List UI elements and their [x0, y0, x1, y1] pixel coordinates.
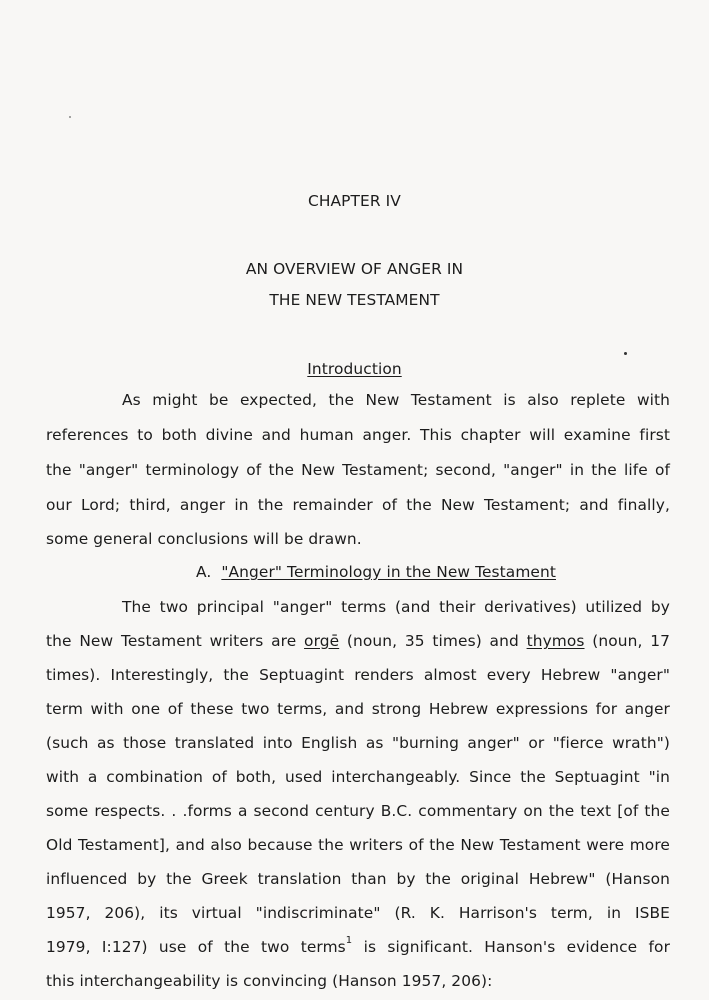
chapter-title-line-1: AN OVERVIEW OF ANGER IN [245, 260, 464, 278]
section-a-heading [46, 562, 670, 582]
intro-line: some general conclusions will be drawn. [46, 530, 362, 548]
scan-speck [69, 116, 71, 118]
section-a-line: influenced by the Greek translation than by the original Hebrew" (Hanson [46, 870, 670, 888]
section-a-label: A. [196, 563, 212, 581]
section-a-line: 1957, 206), its virtual "indiscriminate" (R. K. Harrison's term, in ISBE [46, 904, 670, 922]
text-run: 1979, I:127) use of the two terms [46, 938, 346, 956]
section-a-line: times). Interestingly, the Septuagint renders almost every Hebrew "anger" [46, 666, 670, 684]
section-a-line: The two principal "anger" terms (and their derivatives) utilized by [122, 598, 670, 616]
text-run: (noun, 17 [584, 632, 670, 650]
text-run: the New Testament writers are [46, 632, 305, 650]
introduction-heading-text: Introduction [307, 360, 402, 378]
section-a-line: with a combination of both, used interchangeably. Since the Septuagint "in [46, 768, 670, 786]
section-a-line [46, 631, 670, 651]
intro-line: references to both divine and human anger. This chapter will examine first [46, 426, 670, 444]
section-a-line: this interchangeability is convincing (Hanson 1957, 206): [46, 972, 493, 990]
intro-line: the "anger" terminology of the New Testament; second, "anger" in the life of [46, 461, 670, 479]
chapter-title-line-2: THE NEW TESTAMENT [269, 291, 440, 309]
section-a-line [46, 937, 670, 957]
text-run: is significant. Hanson's evidence for [352, 938, 671, 956]
section-a-line: term with one of these two terms, and strong Hebrew expressions for anger [46, 700, 670, 718]
introduction-heading [0, 359, 709, 379]
section-a-line: some respects. . .forms a second century B.C. commentary on the text [of the [46, 802, 670, 820]
scan-speck [624, 352, 627, 355]
intro-line: our Lord; third, anger in the remainder of the New Testament; and finally, [46, 496, 670, 514]
text-run: (noun, 35 times) and [339, 632, 527, 650]
term-orge: orgē [304, 632, 340, 650]
footnote-marker[interactable]: 1 [345, 935, 353, 946]
section-a-line: Old Testament], and also because the writers of the New Testament were more [46, 836, 670, 854]
chapter-number: CHAPTER IV [308, 192, 401, 210]
section-a-line: (such as those translated into English as "burning anger" or "fierce wrath") [46, 734, 670, 752]
intro-line: As might be expected, the New Testament is also replete with [122, 391, 670, 409]
term-thymos: thymos [526, 632, 585, 650]
section-a-heading-text: "Anger" Terminology in the New Testament [221, 563, 556, 581]
